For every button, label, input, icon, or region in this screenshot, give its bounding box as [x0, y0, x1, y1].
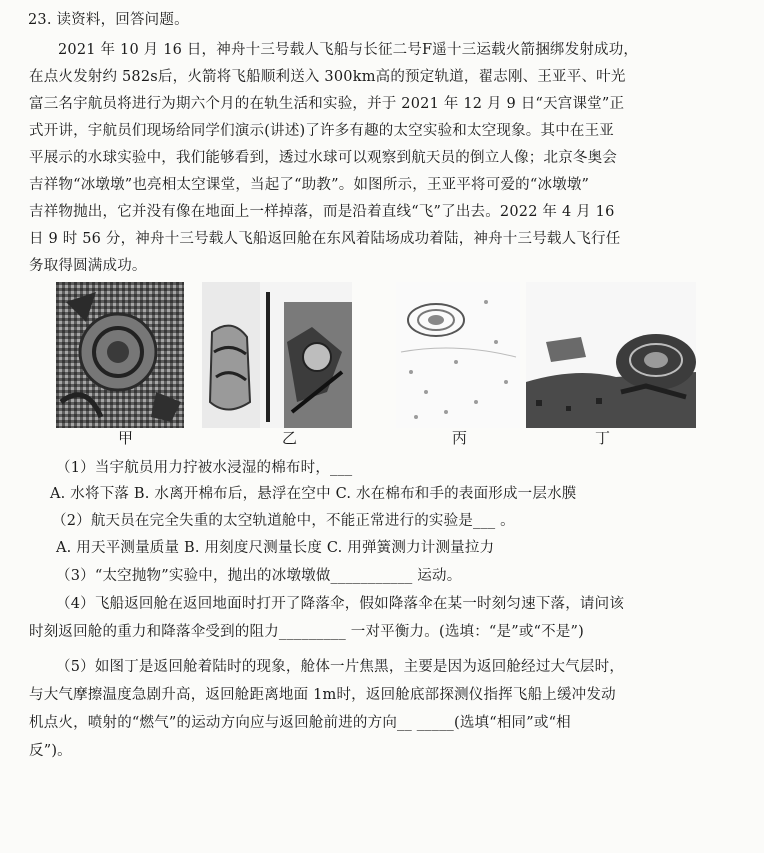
capsule-landing-photo	[526, 282, 696, 428]
sub-question-1-options: A. 水将下落 B. 水离开棉布后，悬浮在空中 C. 水在棉布和手的表面形成一层水膜	[50, 486, 577, 502]
figure-label-yi: 乙	[282, 429, 298, 447]
sub-question-2: （2）航天员在完全失重的太空轨道舱中，不能正常进行的实验是___ 。	[52, 513, 515, 529]
bingdwendwen-photo	[396, 282, 520, 428]
question-instruction: 读资料，回答问题。	[56, 12, 189, 28]
passage-line: 在点火发射约 582s后，火箭将飞船顺利送入 300km高的预定轨道，翟志刚、王亚平、叶光	[29, 69, 626, 85]
wet-towel-photo	[202, 282, 352, 428]
figure-label-jia: 甲	[118, 429, 134, 447]
sub-question-5-cont: 反”)。	[29, 743, 72, 759]
sub-question-2-options: A. 用天平测量质量 B. 用刻度尺测量长度 C. 用弹簧测力计测量拉力	[56, 540, 495, 556]
water-ball-photo	[56, 282, 184, 428]
sub-question-5-cont: 机点火，喷射的“燃气”的运动方向应与返回舱前进的方向__ _____(选填“相同”或“相	[29, 715, 571, 731]
passage-line: 2021 年 10 月 16 日，神舟十三号载人飞船与长征二号F遥十三运载火箭捆绑发射成功，	[58, 42, 639, 58]
sub-question-4: （4）飞船返回舱在返回地面时打开了降落伞，假如降落伞在某一时刻匀速下落，请问该	[56, 596, 625, 612]
sub-question-1: （1）当宇航员用力拧被水浸湿的棉布时，___	[56, 460, 353, 476]
passage-line: 式开讲，宇航员们现场给同学们演示(讲述)了许多有趣的太空实验和太空现象。其中在王亚	[29, 123, 615, 139]
question-header	[28, 10, 189, 30]
passage-line: 日 9 时 56 分，神舟十三号载人飞船返回舱在东风着陆场成功着陆，神舟十三号载人飞行任	[29, 231, 621, 247]
figure-label-ding: 丁	[595, 429, 611, 447]
sub-question-5-cont: 与大气摩擦温度急剧升高，返回舱距离地面 1m时，返回舱底部探测仪指挥飞船上缓冲发动	[29, 687, 616, 703]
figure-strip	[56, 282, 696, 428]
sub-question-5: （5）如图丁是返回舱着陆时的现象，舱体一片焦黑，主要是因为返回舱经过大气层时，	[56, 659, 625, 675]
passage-line: 务取得圆满成功。	[29, 258, 147, 274]
figure-label-bing: 丙	[452, 429, 468, 447]
question-number: 23.	[28, 12, 52, 28]
passage-line: 吉祥物抛出，它并没有像在地面上一样掉落，而是沿着直线“飞”了出去。2022 年 4 月 16	[29, 204, 615, 220]
passage-line: 平展示的水球实验中，我们能够看到，透过水球可以观察到航天员的倒立人像；北京冬奥会	[29, 150, 617, 166]
passage-line: 吉祥物“冰墩墩”也亮相太空课堂，当起了“助教”。如图所示，王亚平将可爱的“冰墩墩”	[29, 177, 590, 193]
sub-question-3: （3）“太空抛物”实验中，抛出的冰墩墩做___________ 运动。	[56, 568, 462, 584]
passage-line: 富三名宇航员将进行为期六个月的在轨生活和实验，并于 2021 年 12 月 9 日“天宫课堂”正	[29, 96, 625, 112]
sub-question-4-cont: 时刻返回舱的重力和降落伞受到的阻力_________ 一对平衡力。(选填：“是”或“不是”)	[29, 624, 585, 640]
